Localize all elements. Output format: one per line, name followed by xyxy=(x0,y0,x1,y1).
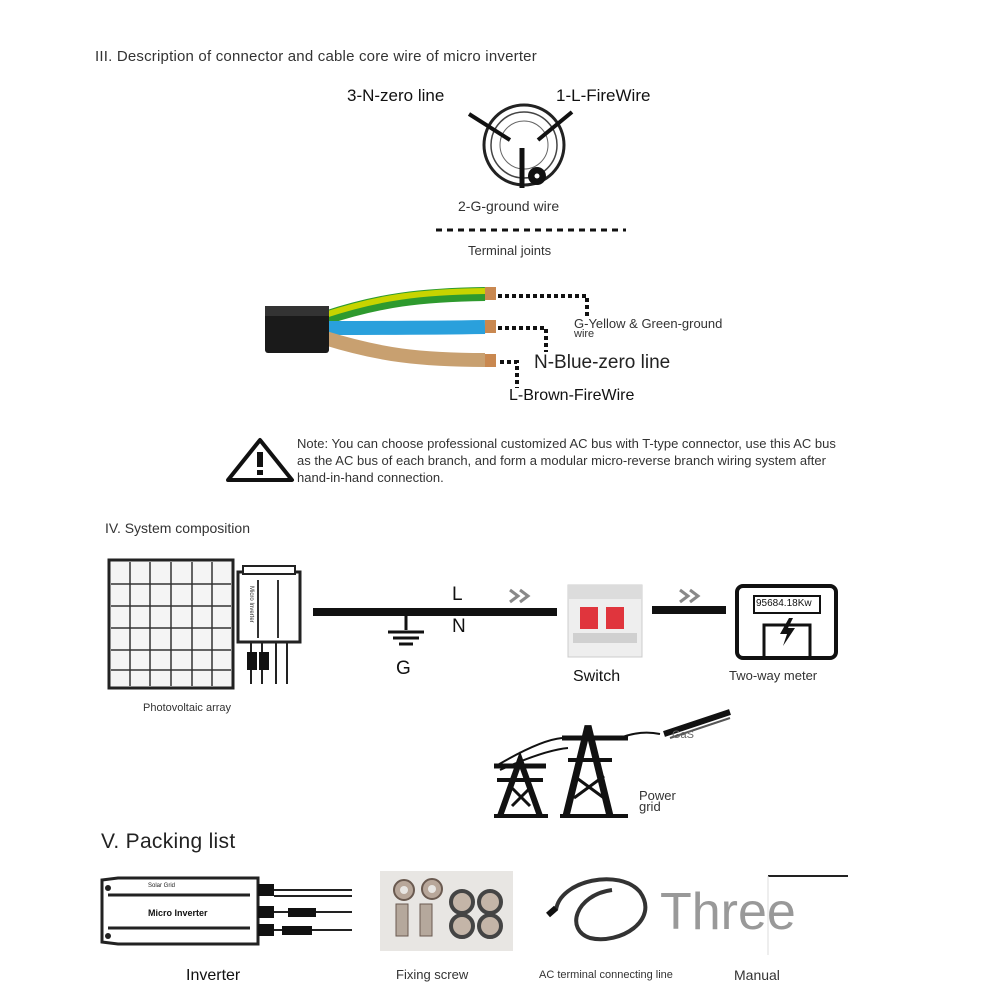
pv-array-label: Photovoltaic array xyxy=(143,702,232,714)
warning-icon xyxy=(228,440,292,480)
inverter-brand: Micro Inverter xyxy=(148,908,208,918)
manual-overlay-text: Three xyxy=(660,883,796,941)
ac-cable-image xyxy=(548,879,645,939)
power-grid-label xyxy=(639,790,676,812)
ground-label: G xyxy=(396,658,411,679)
section-4-title: IV. System composition xyxy=(105,520,250,536)
pin-g-label: 2-G-ground wire xyxy=(458,198,560,214)
terminal-joints-label: Terminal joints xyxy=(468,243,552,258)
packing-item-label: AC terminal connecting line xyxy=(539,969,673,981)
meter-label: Two-way meter xyxy=(729,668,818,683)
switch-breaker-icon xyxy=(568,585,642,657)
packing-item-label: Inverter xyxy=(186,967,241,984)
ground-wire-label: G-Yellow & Green-ground xyxy=(574,316,723,331)
cable-image xyxy=(265,287,496,367)
line-n-label: N xyxy=(452,616,466,637)
section-5-title: V. Packing list xyxy=(101,830,236,853)
switch-label: Switch xyxy=(573,668,621,685)
ground-wire-label-cont: wire xyxy=(574,328,595,340)
packing-item-label: Fixing screw xyxy=(396,967,469,982)
two-way-meter-icon xyxy=(737,586,836,658)
ground-icon xyxy=(388,612,424,644)
section-3-title: III. Description of connector and cable core wire of micro inverter xyxy=(95,48,537,65)
gas-label: GaS xyxy=(672,729,695,741)
pin-n-label: 3-N-zero line xyxy=(347,86,445,105)
inverter-brand-small: Solar Grid xyxy=(148,883,176,889)
fixing-screw-image xyxy=(380,871,513,951)
live-wire-label: L-Brown-FireWire xyxy=(509,387,635,404)
packing-inverter-image xyxy=(102,878,352,944)
connector-face-icon xyxy=(469,105,572,188)
packing-item-label: Manual xyxy=(734,967,780,983)
line-l-label: L xyxy=(452,584,463,605)
solar-panel-icon xyxy=(109,560,233,688)
note-text: Note: You can choose professional customized AC bus with T-type connector, use this AC bus as the AC bus of each branch, and form a modular micro-reverse branch wiring system after hand-in-hand connection. xyxy=(297,436,836,485)
cable-leader-lines xyxy=(498,296,587,388)
power-grid-tower-icon xyxy=(494,726,660,816)
power-grid-label-line1: Power xyxy=(639,788,676,803)
micro-inverter-icon xyxy=(238,566,300,684)
meter-reading: 95684.18Kw xyxy=(756,598,812,609)
pin-l-label: 1-L-FireWire xyxy=(556,86,651,105)
power-grid-label-line2: grid xyxy=(639,799,661,814)
neutral-wire-label: N-Blue-zero line xyxy=(534,352,671,373)
inverter-side-text: Micro Inverter xyxy=(248,586,254,623)
